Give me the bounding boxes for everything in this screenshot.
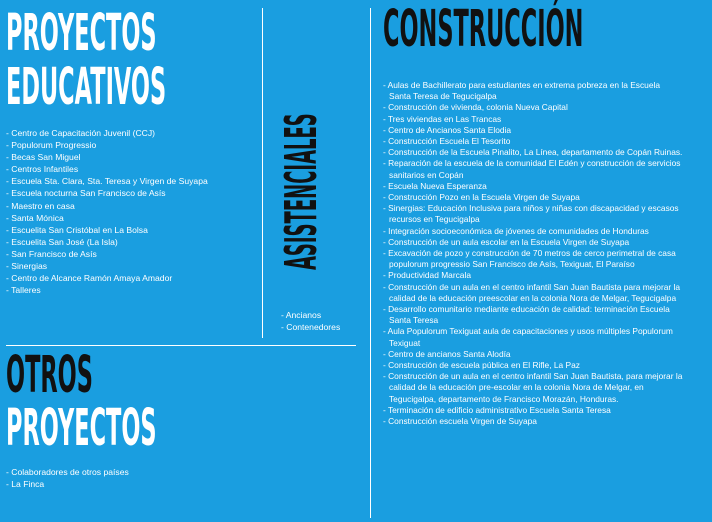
list-item: - Construcción de un aula escolar en la Escuela Virgen de Suyapa <box>383 237 683 248</box>
list-item: - Productividad Marcala <box>383 270 683 281</box>
otros-title-line1: OTROS <box>6 345 93 406</box>
list-item: - Escuela Sta. Clara, Sta. Teresa y Virgen de Suyapa <box>6 175 256 187</box>
list-item: - Sinergias <box>6 260 256 272</box>
list-item: - Centro de Alcance Ramón Amaya Amador <box>6 272 256 284</box>
list-item: - Contenedores <box>281 321 366 333</box>
list-item: - Centros Infantiles <box>6 163 256 175</box>
construccion-title: CONSTRUCCIÓN <box>383 0 584 60</box>
list-item: - Terminación de edificio administrativo Escuela Santa Teresa <box>383 405 683 416</box>
list-item: - Construcción escuela Virgen de Suyapa <box>383 416 683 427</box>
list-item: - Escuela Nueva Esperanza <box>383 181 683 192</box>
list-item: - Escuela nocturna San Francisco de Asís <box>6 187 256 199</box>
list-item: - Talleres <box>6 284 256 296</box>
list-item: - San Francisco de Asís <box>6 248 256 260</box>
list-item: - Centro de Ancianos Santa Elodia <box>383 125 683 136</box>
list-item: - Maestro en casa <box>6 200 256 212</box>
list-item: - Centro de Capacitación Juvenil (CCJ) <box>6 127 256 139</box>
vertical-divider-right <box>370 8 371 518</box>
otros-title-line2: PROYECTOS <box>6 398 157 459</box>
list-item: - Centro de ancianos Santa Alodía <box>383 349 683 360</box>
list-item: - Aula Populorum Texiguat aula de capacitaciones y usos múltiples Populorum Texiguat <box>383 326 683 348</box>
list-item: - Desarrollo comunitario mediante educación de calidad: terminación Escuela Santa Teresa <box>383 304 683 326</box>
otros-list <box>6 466 256 490</box>
list-item: - Reparación de la escuela de la comunidad El Edén y construcción de servicios sanitarios en Copán <box>383 158 683 180</box>
list-item: - Integración socioeconómica de jóvenes de comunidades de Honduras <box>383 226 683 237</box>
educativos-title-line1: PROYECTOS <box>6 3 157 64</box>
list-item: - Becas San Miguel <box>6 151 256 163</box>
construccion-list <box>383 80 683 427</box>
educativos-title-line2: EDUCATIVOS <box>6 57 167 118</box>
list-item: - Colaboradores de otros países <box>6 466 256 478</box>
list-item: - Construcción Pozo en la Escuela Virgen de Suyapa <box>383 192 683 203</box>
list-item: - Tres viviendas en Las Trancas <box>383 114 683 125</box>
list-item: - Aulas de Bachillerato para estudiantes en extrema pobreza en la Escuela Santa Teresa de Tegucigalpa <box>383 80 683 102</box>
list-item: - Sinergias: Educación Inclusiva para niños y niñas con discapacidad y escasos recursos en Tegucigalpa <box>383 203 683 225</box>
list-item: - Populorum Progressio <box>6 139 256 151</box>
list-item: - Construcción de un aula en el centro infantil San Juan Bautista para mejorar la calidad de la educación preescolar en la colonia Nora de Melgar, Tegucigalpa <box>383 282 683 304</box>
asistenciales-title: ASISTENCIALES <box>276 113 328 270</box>
vertical-divider-left <box>262 8 263 338</box>
list-item: - Construcción de vivienda, colonia Nueva Capital <box>383 102 683 113</box>
list-item: - Construcción Escuela El Tesorito <box>383 136 683 147</box>
list-item: - La Finca <box>6 478 256 490</box>
list-item: - Construcción de un aula en el centro infantil San Juan Bautista, para mejorar la calidad de la educación pre-escolar en la colonia Nora de Melgar, en Tegucigalpa, departamento de Francisco Morazán, Honduras. <box>383 371 683 405</box>
list-item: - Construcción de escuela pública en El Rifle, La Paz <box>383 360 683 371</box>
list-item: - Excavación de pozo y construcción de 70 metros de cerco perimetral de casa populorum progressio San Francisco de Asís, Texiguat, El Paraíso <box>383 248 683 270</box>
list-item: - Construcción de la Escuela Pinalito, La Línea, departamento de Copán Ruinas. <box>383 147 683 158</box>
list-item: - Escuelita San Cristóbal en La Bolsa <box>6 224 256 236</box>
list-item: - Santa Mónica <box>6 212 256 224</box>
educativos-list <box>6 127 256 296</box>
list-item: - Escuelita San José (La Isla) <box>6 236 256 248</box>
list-item: - Ancianos <box>281 309 366 321</box>
asistenciales-list <box>281 309 366 333</box>
